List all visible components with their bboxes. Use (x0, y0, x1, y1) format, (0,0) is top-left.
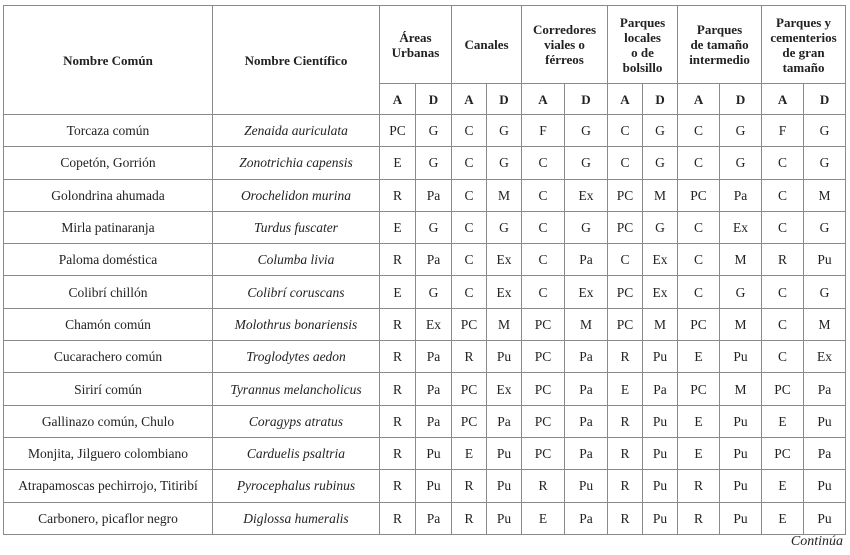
value-cell: C (522, 179, 565, 211)
value-cell: Ex (643, 276, 678, 308)
value-cell: Pu (643, 341, 678, 373)
continua-note: Continúa (790, 534, 843, 549)
table-row (4, 502, 846, 534)
table-row (4, 470, 846, 502)
table-body (4, 115, 846, 535)
group-header-line: viales o (544, 37, 585, 52)
value-cell: C (678, 276, 720, 308)
value-cell: R (380, 502, 416, 534)
value-cell: R (608, 502, 643, 534)
sub-header-parques-grandes-d: D (804, 84, 846, 115)
value-cell: R (380, 308, 416, 340)
common-name-header: Nombre Común (4, 6, 213, 115)
value-cell: G (804, 115, 846, 147)
value-cell: F (522, 115, 565, 147)
value-cell: E (678, 437, 720, 469)
value-cell: Ex (720, 211, 762, 243)
sub-header-parques-grandes-a: A (762, 84, 804, 115)
sub-header-canales-a: A (452, 84, 487, 115)
value-cell: R (762, 244, 804, 276)
value-cell: Ex (416, 308, 452, 340)
common-name-cell: Cucarachero común (4, 341, 213, 373)
value-cell: R (678, 502, 720, 534)
value-cell: C (608, 147, 643, 179)
value-cell: R (380, 405, 416, 437)
value-cell: E (762, 470, 804, 502)
value-cell: Ex (565, 179, 608, 211)
value-cell: Pu (804, 405, 846, 437)
value-cell: C (452, 276, 487, 308)
value-cell: G (416, 147, 452, 179)
value-cell: C (678, 115, 720, 147)
value-cell: C (762, 179, 804, 211)
table-row (4, 179, 846, 211)
group-header-line: Parques (696, 22, 743, 37)
value-cell: Ex (643, 244, 678, 276)
common-name-cell: Torcaza común (4, 115, 213, 147)
common-name-cell: Colibrí chillón (4, 276, 213, 308)
value-cell: G (565, 147, 608, 179)
sub-header-parques-locales-d: D (643, 84, 678, 115)
scientific-name-cell: Pyrocephalus rubinus (213, 470, 380, 502)
value-cell: PC (522, 437, 565, 469)
sub-header-corredores-d: D (565, 84, 608, 115)
table-row (4, 341, 846, 373)
value-cell: Pu (487, 437, 522, 469)
scientific-name-cell: Coragyps atratus (213, 405, 380, 437)
value-cell: Pa (416, 405, 452, 437)
common-name-cell: Gallinazo común, Chulo (4, 405, 213, 437)
value-cell: M (804, 308, 846, 340)
value-cell: G (487, 115, 522, 147)
value-cell: Pu (643, 405, 678, 437)
value-cell: R (452, 502, 487, 534)
table-row (4, 211, 846, 243)
value-cell: R (608, 341, 643, 373)
sub-header-urbanas-d: D (416, 84, 452, 115)
group-header-canales (452, 6, 522, 84)
common-name-cell: Monjita, Jilguero colombiano (4, 437, 213, 469)
sub-header-parques-intermedios-d: D (720, 84, 762, 115)
value-cell: G (487, 211, 522, 243)
value-cell: R (678, 470, 720, 502)
value-cell: C (452, 147, 487, 179)
value-cell: G (416, 115, 452, 147)
value-cell: PC (380, 115, 416, 147)
value-cell: PC (522, 308, 565, 340)
value-cell: PC (608, 308, 643, 340)
common-name-cell: Paloma doméstica (4, 244, 213, 276)
value-cell: R (608, 405, 643, 437)
group-header-line: o de (631, 44, 654, 60)
group-header-line: Parques y (776, 14, 832, 30)
scientific-name-cell: Troglodytes aedon (213, 341, 380, 373)
value-cell: Pa (565, 373, 608, 405)
value-cell: G (416, 276, 452, 308)
value-cell: E (522, 502, 565, 534)
value-cell: PC (522, 405, 565, 437)
value-cell: Pu (720, 470, 762, 502)
value-cell: R (608, 470, 643, 502)
table-row (4, 437, 846, 469)
value-cell: Pa (565, 405, 608, 437)
group-header-line: de tamaño (690, 37, 749, 52)
value-cell: Pu (487, 502, 522, 534)
value-cell: Pa (565, 437, 608, 469)
scientific-name-header: Nombre Científico (213, 6, 380, 115)
group-header-parques-grandes (762, 6, 846, 84)
value-cell: Pa (416, 244, 452, 276)
value-cell: C (522, 276, 565, 308)
common-name-cell: Copetón, Gorrión (4, 147, 213, 179)
value-cell: Pu (804, 502, 846, 534)
value-cell: R (380, 373, 416, 405)
group-header-line: bolsillo (622, 59, 663, 75)
scientific-name-cell: Carduelis psaltria (213, 437, 380, 469)
value-cell: E (762, 405, 804, 437)
sub-header-parques-locales-a: A (608, 84, 643, 115)
value-cell: G (487, 147, 522, 179)
value-cell: E (678, 341, 720, 373)
value-cell: Pu (720, 341, 762, 373)
value-cell: PC (678, 373, 720, 405)
value-cell: Pa (416, 341, 452, 373)
sub-header-parques-intermedios-a: A (678, 84, 720, 115)
table-row (4, 244, 846, 276)
value-cell: C (452, 179, 487, 211)
value-cell: PC (762, 437, 804, 469)
value-cell: Pu (487, 341, 522, 373)
value-cell: Pu (416, 437, 452, 469)
value-cell: M (487, 179, 522, 211)
value-cell: Pu (643, 470, 678, 502)
value-cell: C (762, 147, 804, 179)
value-cell: M (643, 179, 678, 211)
value-cell: C (762, 308, 804, 340)
value-cell: Pu (720, 405, 762, 437)
species-table (3, 5, 846, 535)
value-cell: E (762, 502, 804, 534)
table-row (4, 373, 846, 405)
value-cell: M (487, 308, 522, 340)
table-row (4, 405, 846, 437)
group-header-urbanas (380, 6, 452, 84)
value-cell: C (678, 147, 720, 179)
value-cell: R (380, 341, 416, 373)
value-cell: G (804, 147, 846, 179)
value-cell: R (380, 179, 416, 211)
common-name-cell: Atrapamoscas pechirrojo, Titiribí (4, 470, 213, 502)
value-cell: R (522, 470, 565, 502)
value-cell: Pu (565, 470, 608, 502)
value-cell: E (608, 373, 643, 405)
scientific-name-cell: Columba livia (213, 244, 380, 276)
value-cell: G (565, 115, 608, 147)
value-cell: Pa (720, 179, 762, 211)
scientific-name-cell: Turdus fuscater (213, 211, 380, 243)
sub-header-corredores-a: A (522, 84, 565, 115)
group-header-line: Urbanas (391, 44, 440, 60)
common-name-cell: Carbonero, picaflor negro (4, 502, 213, 534)
group-header-line: Corredores (532, 22, 597, 37)
table-row (4, 308, 846, 340)
value-cell: PC (452, 405, 487, 437)
value-cell: G (565, 211, 608, 243)
value-cell: Pu (804, 244, 846, 276)
value-cell: C (452, 211, 487, 243)
value-cell: R (380, 437, 416, 469)
value-cell: C (452, 115, 487, 147)
value-cell: C (522, 211, 565, 243)
value-cell: G (643, 115, 678, 147)
value-cell: E (380, 147, 416, 179)
group-header-row (4, 6, 846, 84)
group-header-line: Canales (464, 37, 509, 52)
group-header-line: locales (624, 29, 661, 45)
group-header-line: Parques (619, 14, 666, 30)
value-cell: Pa (565, 341, 608, 373)
value-cell: Pa (804, 373, 846, 405)
value-cell: G (720, 147, 762, 179)
value-cell: M (720, 373, 762, 405)
value-cell: E (452, 437, 487, 469)
value-cell: M (643, 308, 678, 340)
sub-header-canales-d: D (487, 84, 522, 115)
common-name-cell: Mirla patinaranja (4, 211, 213, 243)
value-cell: Ex (804, 341, 846, 373)
scientific-name-cell: Molothrus bonariensis (213, 308, 380, 340)
value-cell: C (522, 147, 565, 179)
value-cell: R (452, 470, 487, 502)
group-header-line: férreos (545, 52, 584, 67)
value-cell: Pu (804, 470, 846, 502)
value-cell: Ex (487, 373, 522, 405)
group-header-line: Áreas (399, 29, 432, 45)
value-cell: C (608, 244, 643, 276)
value-cell: Pa (565, 244, 608, 276)
value-cell: C (762, 341, 804, 373)
value-cell: Pu (416, 470, 452, 502)
value-cell: M (565, 308, 608, 340)
value-cell: G (643, 211, 678, 243)
value-cell: Pa (643, 373, 678, 405)
group-header-line: tamaño (782, 59, 825, 75)
scientific-name-cell: Colibrí coruscans (213, 276, 380, 308)
table-header (4, 6, 846, 115)
value-cell: PC (608, 179, 643, 211)
value-cell: PC (452, 308, 487, 340)
value-cell: PC (678, 179, 720, 211)
value-cell: Ex (487, 276, 522, 308)
value-cell: C (608, 115, 643, 147)
value-cell: Pu (487, 470, 522, 502)
value-cell: E (678, 405, 720, 437)
scientific-name-cell: Zonotrichia capensis (213, 147, 380, 179)
value-cell: Pa (416, 502, 452, 534)
table-row (4, 276, 846, 308)
scientific-name-cell: Tyrannus melancholicus (213, 373, 380, 405)
value-cell: PC (452, 373, 487, 405)
value-cell: C (678, 244, 720, 276)
value-cell: R (608, 437, 643, 469)
value-cell: E (380, 276, 416, 308)
table-row (4, 115, 846, 147)
group-header-line: intermedio (689, 52, 750, 67)
scientific-name-cell: Orochelidon murina (213, 179, 380, 211)
table-row (4, 147, 846, 179)
value-cell: Pu (643, 502, 678, 534)
value-cell: E (380, 211, 416, 243)
value-cell: Ex (565, 276, 608, 308)
value-cell: Pa (565, 502, 608, 534)
value-cell: PC (608, 276, 643, 308)
value-cell: M (804, 179, 846, 211)
value-cell: C (762, 276, 804, 308)
value-cell: G (720, 115, 762, 147)
common-name-cell: Sirirí común (4, 373, 213, 405)
value-cell: Pa (804, 437, 846, 469)
value-cell: G (720, 276, 762, 308)
scientific-name-cell: Zenaida auriculata (213, 115, 380, 147)
value-cell: C (678, 211, 720, 243)
value-cell: G (643, 147, 678, 179)
value-cell: G (416, 211, 452, 243)
value-cell: PC (762, 373, 804, 405)
group-header-corredores (522, 6, 608, 84)
common-name-cell: Golondrina ahumada (4, 179, 213, 211)
group-header-line: de gran (782, 44, 825, 60)
group-header-line: cementerios (770, 29, 837, 45)
value-cell: Pu (720, 437, 762, 469)
value-cell: G (804, 211, 846, 243)
value-cell: M (720, 308, 762, 340)
value-cell: PC (522, 373, 565, 405)
value-cell: Pu (643, 437, 678, 469)
value-cell: C (522, 244, 565, 276)
value-cell: R (380, 470, 416, 502)
value-cell: Pa (487, 405, 522, 437)
value-cell: PC (522, 341, 565, 373)
value-cell: F (762, 115, 804, 147)
value-cell: R (380, 244, 416, 276)
group-header-parques-locales (608, 6, 678, 84)
value-cell: Ex (487, 244, 522, 276)
common-name-cell: Chamón común (4, 308, 213, 340)
value-cell: C (762, 211, 804, 243)
scientific-name-cell: Diglossa humeralis (213, 502, 380, 534)
value-cell: PC (608, 211, 643, 243)
value-cell: R (452, 341, 487, 373)
value-cell: Pa (416, 373, 452, 405)
value-cell: C (452, 244, 487, 276)
value-cell: M (720, 244, 762, 276)
sub-header-urbanas-a: A (380, 84, 416, 115)
value-cell: PC (678, 308, 720, 340)
value-cell: G (804, 276, 846, 308)
value-cell: Pu (720, 502, 762, 534)
value-cell: Pa (416, 179, 452, 211)
group-header-parques-intermedios (678, 6, 762, 84)
